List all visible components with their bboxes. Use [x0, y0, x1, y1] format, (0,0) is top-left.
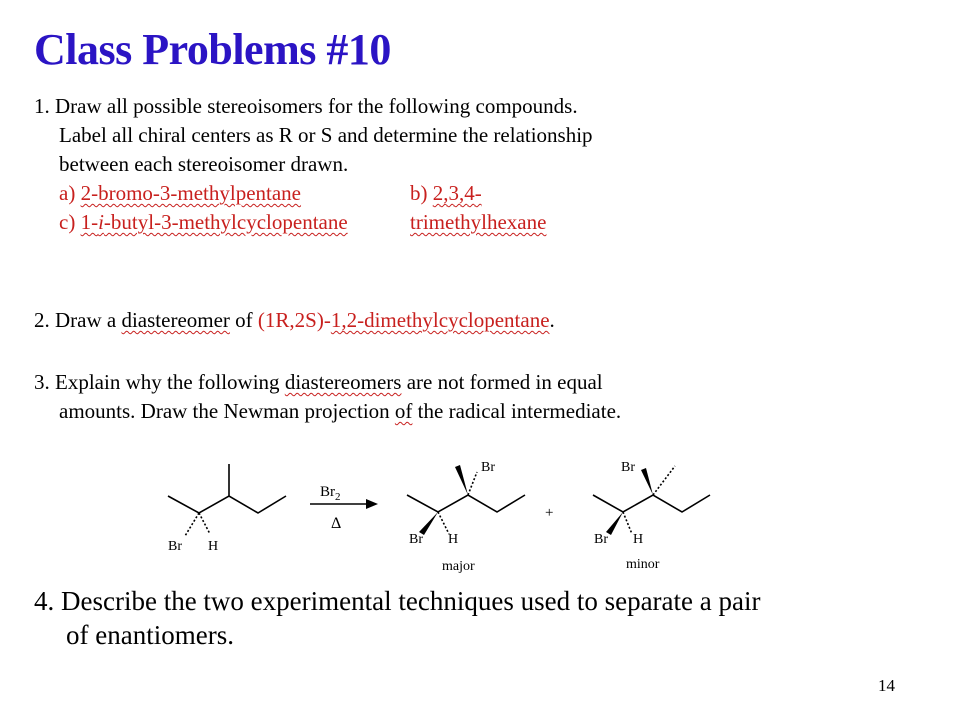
minor-h-label: H [633, 532, 644, 547]
q1-line-3: between each stereoisomer drawn. [59, 152, 349, 176]
heat-symbol: Δ [331, 515, 342, 532]
q4-line-1: 4. Describe the two experimental techniques used to separate a pair [34, 586, 761, 616]
major-label: major [442, 559, 475, 574]
q2-config: (1R,2S)- [257, 308, 331, 332]
page-number: 14 [878, 676, 895, 695]
part-b-name: 2,3,4-trimethylhexane [410, 181, 547, 234]
q2-compound-name: 1,2-dimethylcyclopentane [330, 308, 550, 332]
minor-wedge-br [606, 512, 623, 535]
question-2: 2. Draw a diastereomer of (1R,2S)-1,2-dimethylcyclopentane. [34, 308, 555, 332]
q1-line-1: 1. Draw all possible stereoisomers for the following compounds. [34, 94, 578, 118]
reagent-label: $Br_2$ [320, 484, 341, 503]
major-wedge-methyl [455, 465, 468, 495]
minor-label: minor [626, 557, 660, 572]
q2-diastereomer-word: diastereomer [121, 308, 230, 332]
part-b-label: b) [410, 181, 433, 205]
question-4 [34, 584, 760, 652]
q1-line-2: Label all chiral centers as R or S and determine the relationship [59, 123, 593, 147]
part-a-label: a) [59, 181, 81, 205]
major-h-label: H [448, 532, 459, 547]
major-product [407, 472, 525, 534]
plus-sign: + [545, 505, 554, 521]
sm-br-label: Br [168, 539, 182, 554]
major-br-top: Br [481, 460, 495, 475]
minor-br-top: Br [621, 460, 635, 475]
q3-diastereomers-word: diastereomers [284, 370, 402, 394]
minor-wedge-methyl [641, 468, 653, 495]
q3-line-2: amounts. Draw the Newman projection of the radical intermediate. [59, 399, 622, 423]
starting-material [168, 464, 286, 536]
minor-br-label: Br [594, 532, 608, 547]
part-c-label: c) [59, 210, 81, 234]
part-c-name: 1-i-butyl-3-methylcyclopentane [80, 210, 348, 234]
page-title: Class Problems #10 [34, 25, 391, 74]
q3-line-1: 3. Explain why the following diastereomers are not formed in equal [34, 370, 603, 394]
reaction-arrow [310, 499, 378, 509]
minor-product [593, 466, 710, 534]
sm-h-label: H [208, 539, 219, 554]
q4-line-2: of enantiomers. [66, 620, 234, 650]
major-br-label: Br [409, 532, 423, 547]
part-a-name: 2-bromo-3-methylpentane [80, 181, 302, 205]
